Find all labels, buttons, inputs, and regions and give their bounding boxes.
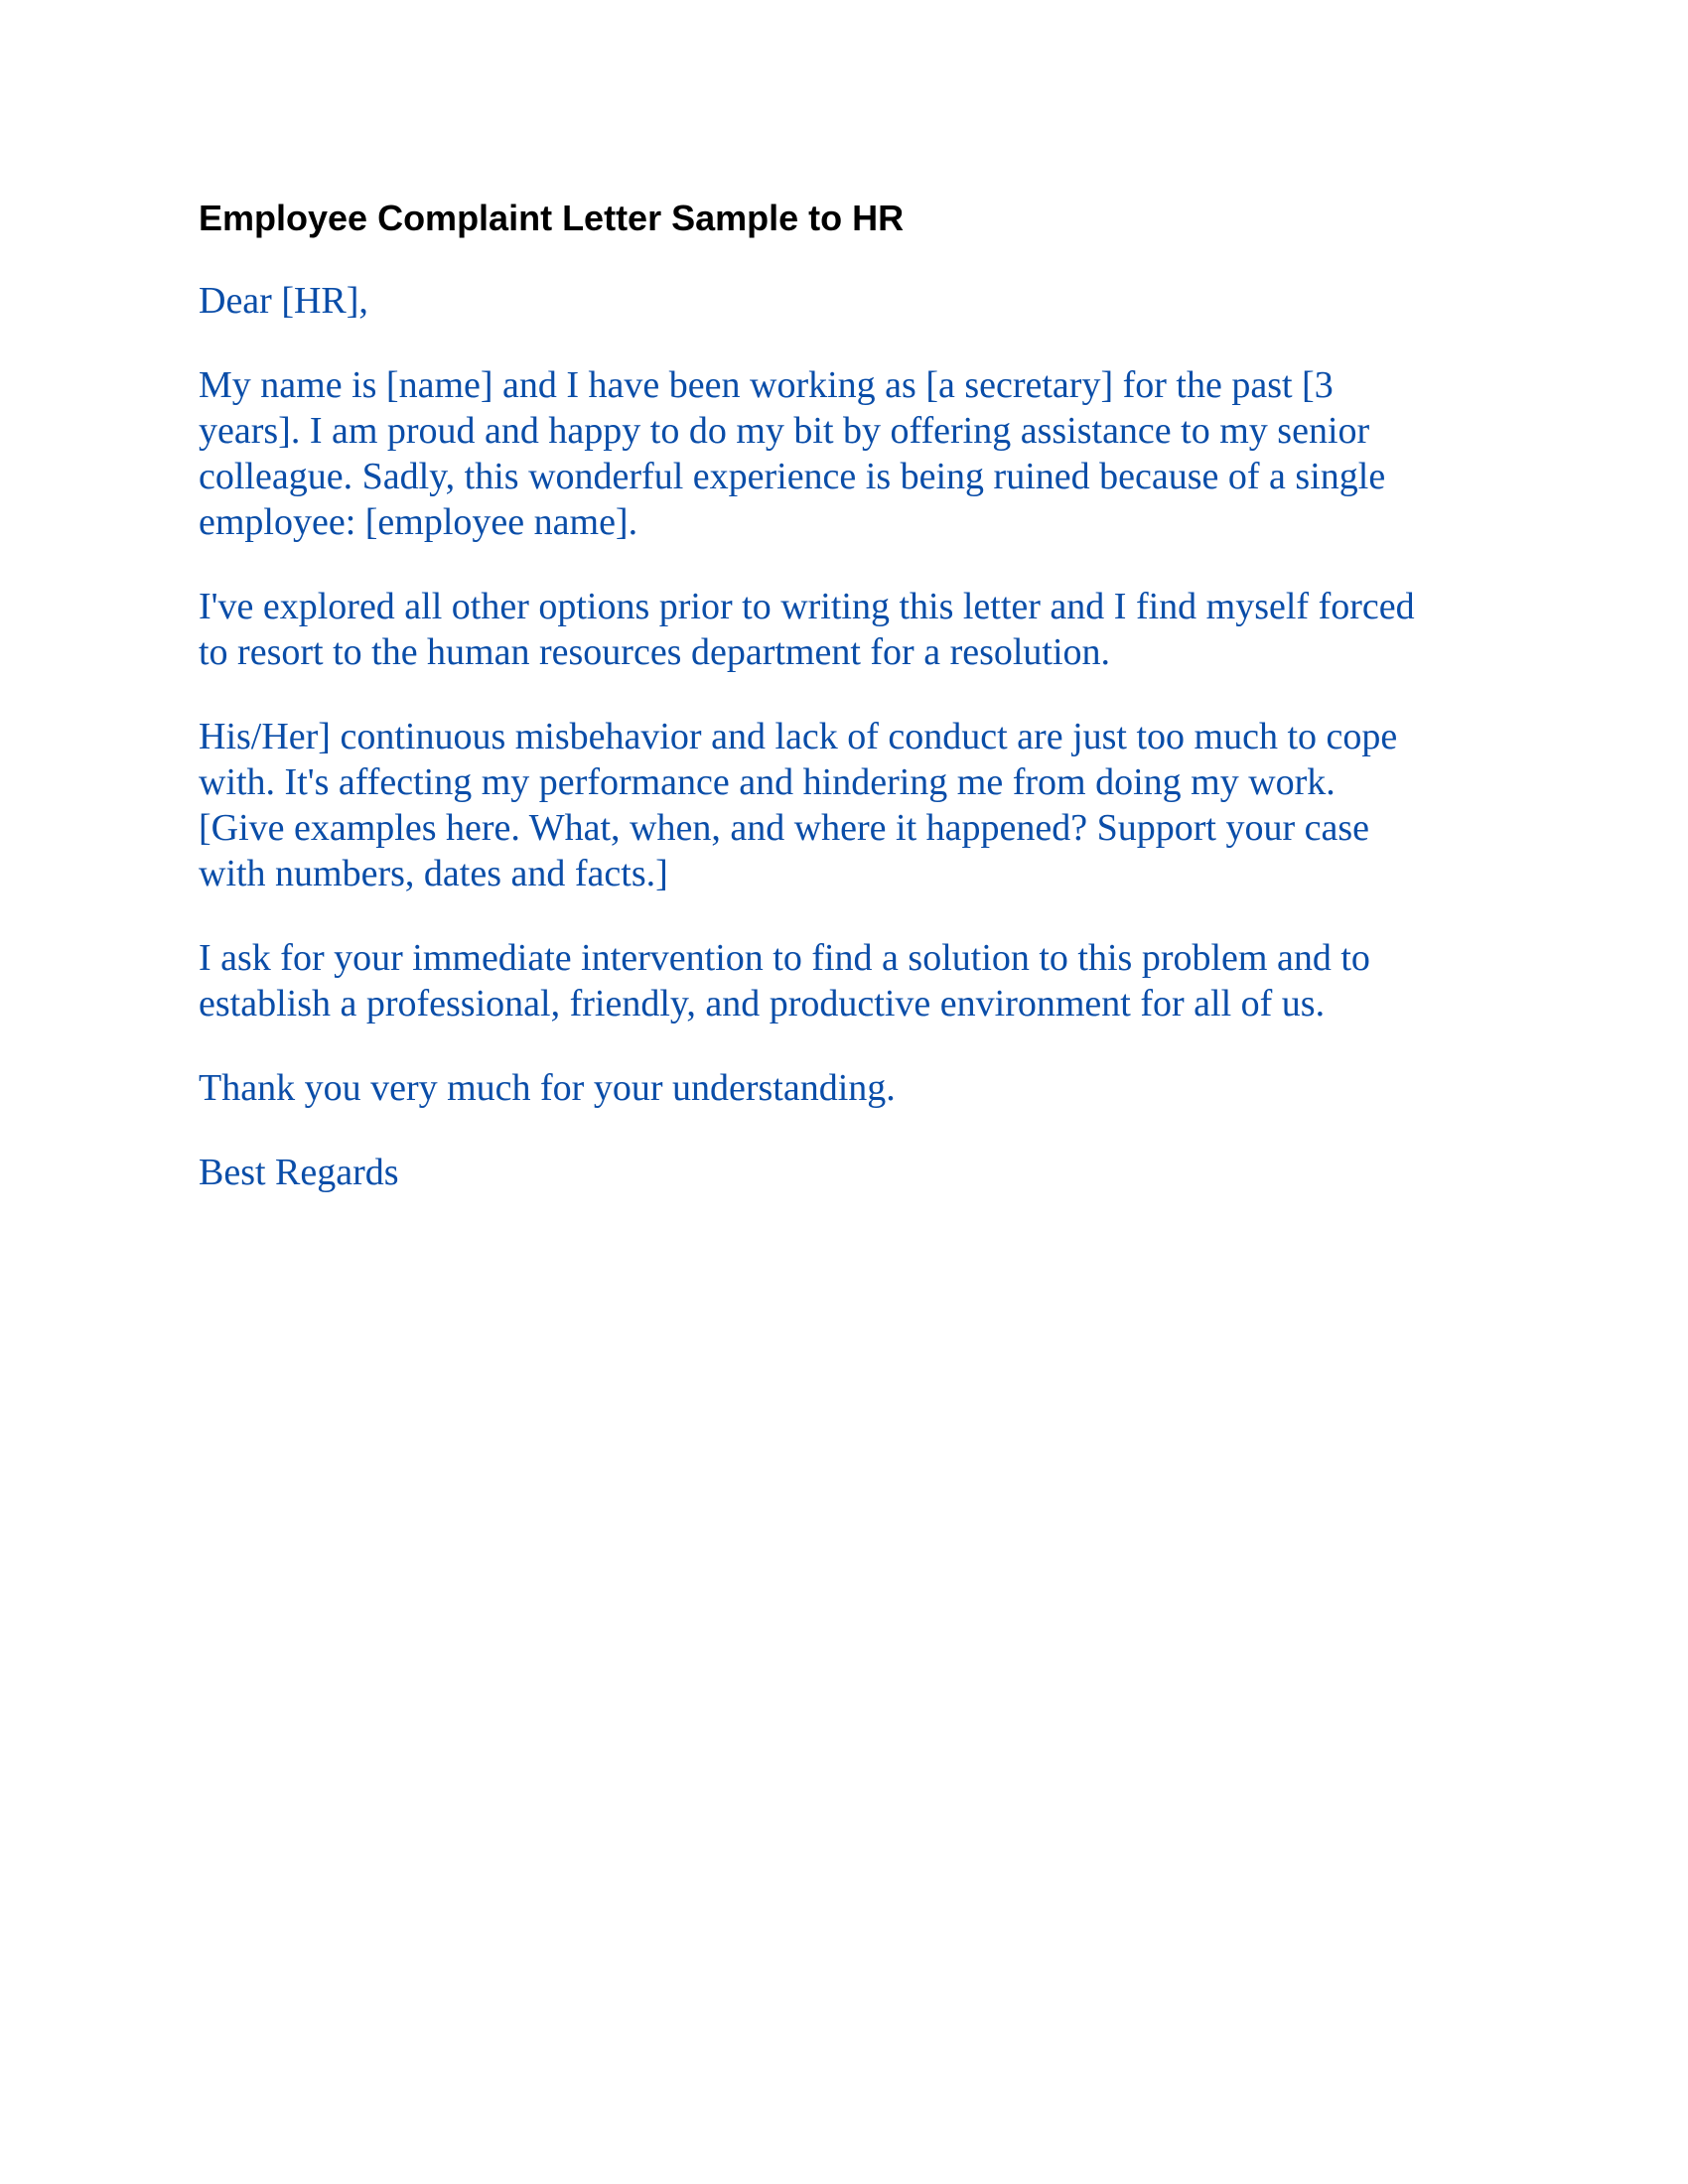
paragraph-line: years]. I am proud and happy to do my bit by offering assistance to my senior	[199, 410, 1370, 452]
paragraph-line: to resort to the human resources department for a resolution.	[199, 631, 1111, 673]
paragraph-line: [Give examples here. What, when, and where it happened? Support your case	[199, 807, 1369, 849]
page-title: Employee Complaint Letter Sample to HR	[199, 198, 905, 238]
paragraph-options	[199, 584, 1509, 675]
closing: Best Regards	[199, 1152, 399, 1193]
paragraph-line: with. It's affecting my performance and hindering me from doing my work.	[199, 761, 1336, 803]
paragraph-line: employee: [employee name].	[199, 501, 638, 543]
paragraph-line: with numbers, dates and facts.]	[199, 853, 668, 894]
paragraph-intro	[199, 362, 1509, 545]
paragraph-request	[199, 935, 1509, 1026]
paragraph-line: My name is [name] and I have been working as [a secretary] for the past [3	[199, 364, 1334, 406]
thanks-line: Thank you very much for your understanding.	[199, 1067, 896, 1109]
paragraph-line: I've explored all other options prior to writing this letter and I find myself forced	[199, 586, 1415, 627]
paragraph-line: I ask for your immediate intervention to find a solution to this problem and to	[199, 937, 1370, 979]
greeting: Dear [HR],	[199, 280, 368, 322]
paragraph-line: colleague. Sadly, this wonderful experience is being ruined because of a single	[199, 456, 1386, 497]
letter-content	[199, 195, 1509, 1234]
paragraph-line: establish a professional, friendly, and productive environment for all of us.	[199, 983, 1326, 1024]
paragraph-misbehavior	[199, 714, 1509, 896]
paragraph-line: His/Her] continuous misbehavior and lack of conduct are just too much to cope	[199, 716, 1398, 757]
